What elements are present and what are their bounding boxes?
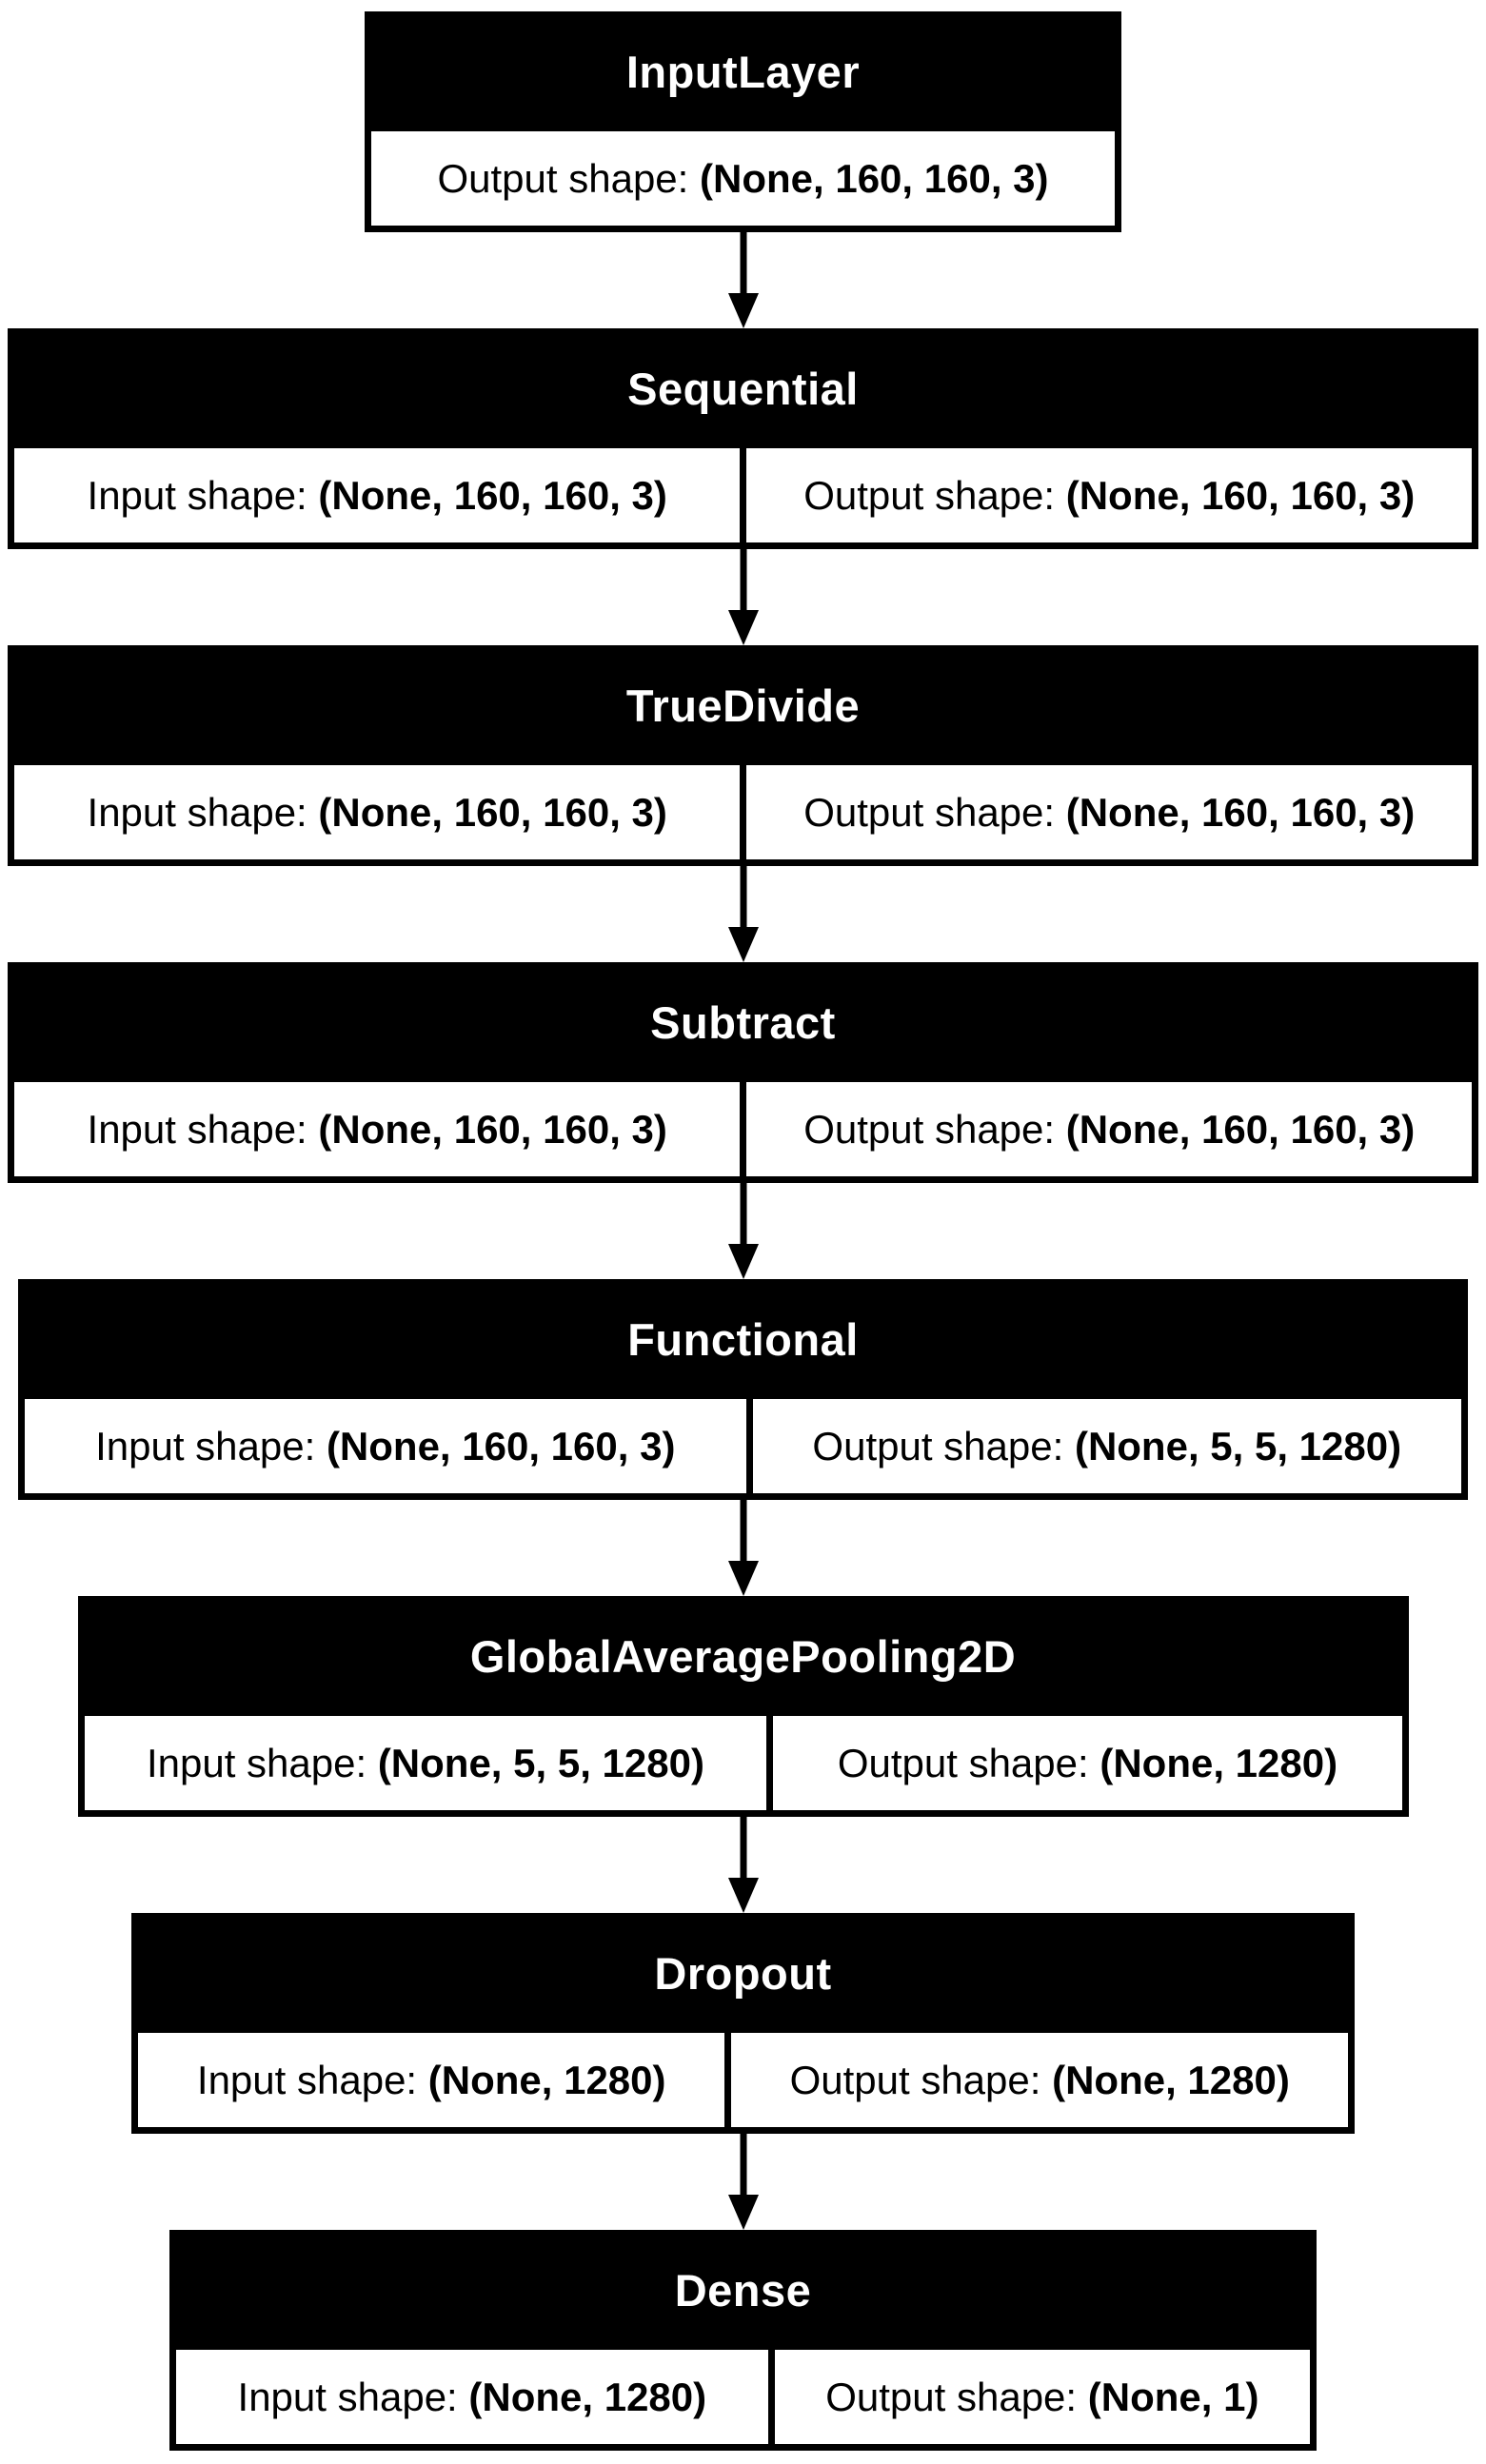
- shape-label: Output shape:: [437, 155, 689, 201]
- output-shape-cell: [775, 2350, 1310, 2444]
- layer-title: Sequential: [627, 363, 859, 414]
- shape-value: (None, 1280): [1052, 2057, 1290, 2102]
- layer-node-sequential: [8, 328, 1478, 549]
- shape-value: (None, 1280): [1100, 1740, 1338, 1785]
- shape-label: Input shape:: [95, 1423, 316, 1469]
- output-shape-cell: [773, 1716, 1401, 1810]
- shape-label: Input shape:: [146, 1740, 367, 1785]
- shape-value: (None, 1280): [468, 2374, 707, 2419]
- layer-header: [8, 962, 1478, 1082]
- shape-text: [790, 2058, 1290, 2103]
- shape-value: (None, 1): [1087, 2374, 1259, 2419]
- layer-header: [18, 1279, 1468, 1399]
- shape-value: (None, 160, 160, 3): [1065, 472, 1416, 518]
- shape-value: (None, 160, 160, 3): [326, 1423, 676, 1469]
- shape-value: (None, 160, 160, 3): [318, 789, 667, 835]
- shape-label: Output shape:: [789, 2057, 1041, 2102]
- output-shape-cell: [746, 1082, 1472, 1176]
- arrow-down-icon: [713, 232, 774, 328]
- shape-label: Output shape:: [837, 1740, 1089, 1785]
- shape-row: [365, 131, 1121, 232]
- layer-header: [8, 328, 1478, 448]
- layer-title: GlobalAveragePooling2D: [469, 1630, 1017, 1682]
- shape-text: [437, 156, 1048, 202]
- output-shape-cell: [371, 131, 1115, 226]
- shape-value: (None, 160, 160, 3): [318, 1106, 667, 1152]
- shape-text: [88, 1107, 667, 1153]
- arrow-down-icon: [713, 1183, 774, 1279]
- shape-label: Input shape:: [237, 2374, 458, 2419]
- shape-text: [803, 790, 1415, 836]
- layer-header: [365, 11, 1121, 131]
- layer-title: Functional: [627, 1313, 859, 1365]
- input-shape-cell: [85, 1716, 767, 1810]
- input-shape-cell: [138, 2033, 724, 2127]
- layer-header: [8, 645, 1478, 765]
- shape-text: [803, 1107, 1415, 1153]
- shape-label: Input shape:: [87, 789, 307, 835]
- layer-title: TrueDivide: [625, 680, 861, 731]
- shape-text: [95, 1424, 675, 1469]
- shape-label: Input shape:: [87, 1106, 307, 1152]
- layer-header: [78, 1596, 1409, 1716]
- shape-value: (None, 5, 5, 1280): [377, 1740, 704, 1785]
- shape-label: Output shape:: [825, 2374, 1078, 2419]
- output-shape-cell: [753, 1399, 1461, 1493]
- layer-node-dropout: [131, 1913, 1355, 2134]
- shape-row: [169, 2350, 1317, 2451]
- arrow-down-icon: [713, 1817, 774, 1913]
- shape-text: [825, 2375, 1258, 2420]
- input-shape-cell: [14, 1082, 740, 1176]
- layer-title: Dropout: [654, 1947, 832, 1999]
- layer-header: [131, 1913, 1355, 2033]
- input-shape-cell: [25, 1399, 746, 1493]
- arrow-down-icon: [713, 549, 774, 645]
- shape-value: (None, 160, 160, 3): [700, 155, 1049, 201]
- shape-text: [238, 2375, 707, 2420]
- layer-title: Dense: [674, 2264, 812, 2316]
- layer-node-subtract: [8, 962, 1478, 1183]
- arrow-down-icon: [713, 2134, 774, 2230]
- input-shape-cell: [14, 448, 740, 542]
- shape-row: [18, 1399, 1468, 1500]
- shape-value: (None, 160, 160, 3): [1065, 1106, 1416, 1152]
- shape-label: Input shape:: [196, 2057, 418, 2102]
- shape-value: (None, 1280): [427, 2057, 666, 2102]
- shape-row: [78, 1716, 1409, 1817]
- shape-label: Output shape:: [803, 789, 1056, 835]
- layer-node-inputlayer: [365, 11, 1121, 232]
- arrow-down-icon: [713, 1500, 774, 1596]
- layer-node-truedivide: [8, 645, 1478, 866]
- layer-header: [169, 2230, 1317, 2350]
- shape-value: (None, 160, 160, 3): [318, 472, 667, 518]
- shape-value: (None, 5, 5, 1280): [1074, 1423, 1402, 1469]
- shape-text: [88, 790, 667, 836]
- input-shape-cell: [14, 765, 740, 859]
- shape-row: [8, 448, 1478, 549]
- shape-label: Output shape:: [812, 1423, 1064, 1469]
- arrow-down-icon: [713, 866, 774, 962]
- shape-text: [147, 1741, 704, 1786]
- layer-node-functional: [18, 1279, 1468, 1500]
- layer-title: InputLayer: [625, 46, 861, 97]
- shape-text: [197, 2058, 666, 2103]
- shape-label: Output shape:: [803, 472, 1056, 518]
- shape-text: [88, 473, 667, 519]
- layer-node-globalaveragepooling2d: [78, 1596, 1409, 1817]
- layer-title: Subtract: [650, 996, 836, 1048]
- shape-label: Output shape:: [803, 1106, 1056, 1152]
- shape-row: [8, 765, 1478, 866]
- output-shape-cell: [746, 765, 1472, 859]
- shape-text: [803, 473, 1415, 519]
- shape-label: Input shape:: [87, 472, 307, 518]
- layer-node-dense: [169, 2230, 1317, 2451]
- shape-value: (None, 160, 160, 3): [1065, 789, 1416, 835]
- output-shape-cell: [731, 2033, 1348, 2127]
- output-shape-cell: [746, 448, 1472, 542]
- shape-text: [838, 1741, 1337, 1786]
- shape-row: [131, 2033, 1355, 2134]
- input-shape-cell: [176, 2350, 768, 2444]
- shape-row: [8, 1082, 1478, 1183]
- shape-text: [812, 1424, 1401, 1469]
